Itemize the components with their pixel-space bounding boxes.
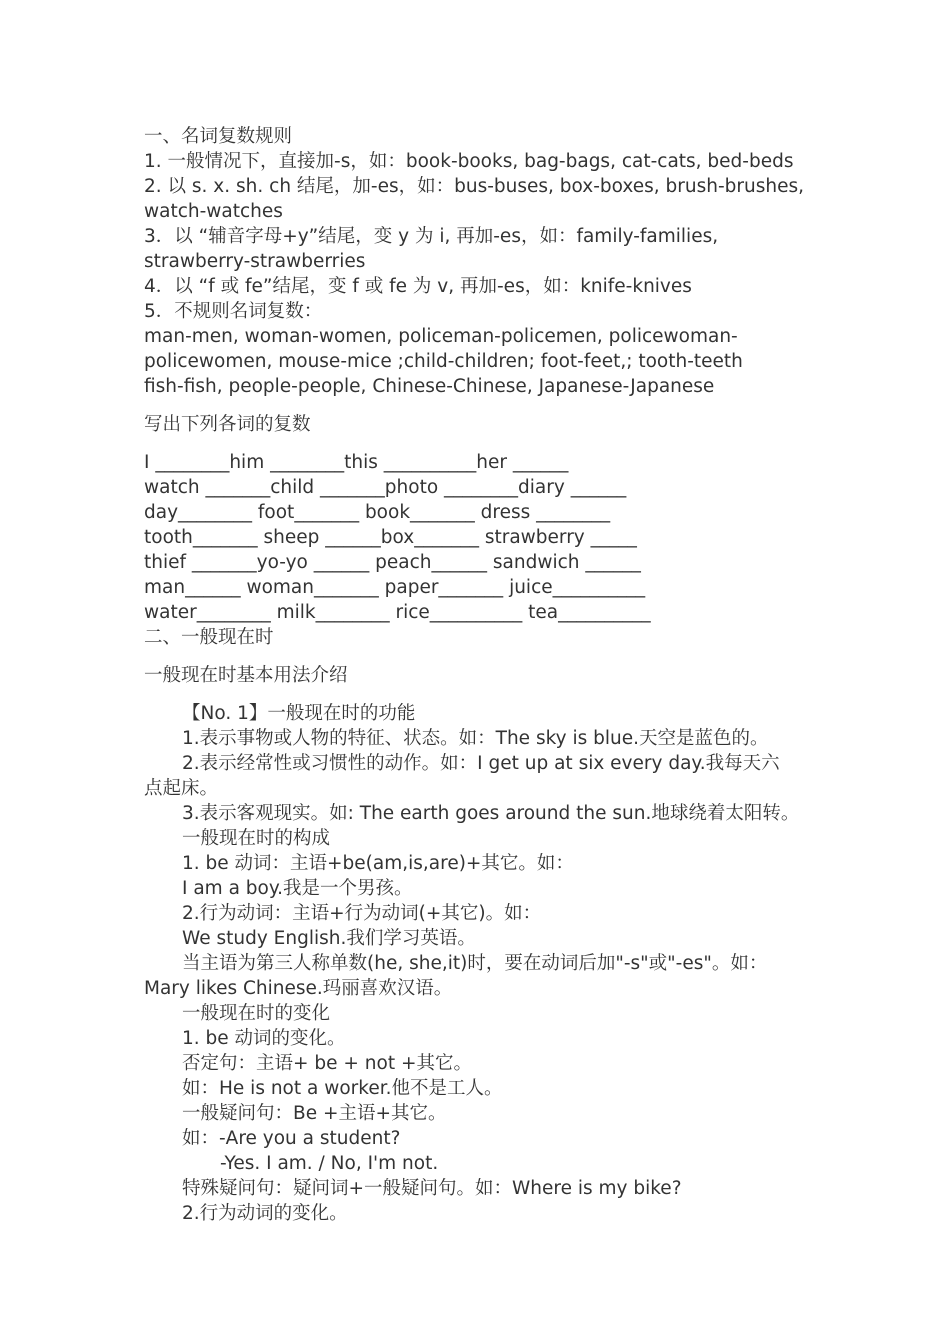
composition-line: 2.行为动词：主语+行为动词(+其它)。如：: [182, 903, 542, 924]
exercise-row: I ________him ________this __________her ______: [144, 452, 569, 473]
rule-line: fish-fish, people-people, Chinese-Chinese, Japanese-Japanese: [144, 376, 715, 397]
function-line: 点起床。: [144, 778, 219, 799]
rule-line: policewomen, mouse-mice ;child-children; foot-feet,; tooth-teeth: [144, 351, 743, 372]
exercise-row: day________ foot_______ book_______ dress ________: [144, 502, 611, 523]
function-line: 3.表示客观现实。如: The earth goes around the sun.地球绕着太阳转。: [182, 803, 800, 824]
example-line: We study English.我们学习英语。: [182, 928, 476, 949]
spacer: [144, 437, 834, 450]
rule-line: 2. 以 s. x. sh. ch 结尾，加-es，如：bus-buses, box-boxes, brush-brushes,: [144, 176, 805, 197]
rule-line: strawberry-strawberries: [144, 251, 366, 272]
no1-title: 【No. 1】一般现在时的功能: [182, 703, 416, 724]
spacer: [144, 688, 834, 701]
question-rule: 一般疑问句：Be +主语+其它。: [182, 1103, 447, 1124]
rule-line: 5．不规则名词复数：: [144, 301, 323, 322]
special-question-rule: 特殊疑问句：疑问词+一般疑问句。如：Where is my bike?: [182, 1178, 682, 1199]
change-title: 一般现在时的变化: [182, 1003, 331, 1024]
rule-line: 3．以 “辅音字母+y”结尾，变 y 为 i, 再加-es，如：family-families,: [144, 226, 719, 247]
spacer: [144, 399, 834, 412]
section2-heading: 二、一般现在时: [144, 627, 274, 648]
section2-intro: 一般现在时基本用法介绍: [144, 665, 348, 686]
example-line: 如：-Are you a student?: [182, 1128, 401, 1149]
rule-line: 1. 一般情况下，直接加-s，如：book-books, bag-bags, cat-cats, bed-beds: [144, 151, 794, 172]
example-line: Mary likes Chinese.玛丽喜欢汉语。: [144, 978, 453, 999]
document-page: [144, 124, 834, 1226]
change-line: 1. be 动词的变化。: [182, 1028, 346, 1049]
exercise-row: watch _______child _______photo ________diary ______: [144, 477, 627, 498]
exercise-row: water________ milk________ rice__________ tea__________: [144, 602, 651, 623]
third-person-note: 当主语为第三人称单数(he, she,it)时，要在动词后加"-s"或"-es"。如：: [182, 953, 768, 974]
composition-line: 1. be 动词：主语+be(am,is,are)+其它。如：: [182, 853, 574, 874]
example-line: -Yes. I am. / No, I'm not.: [220, 1153, 439, 1174]
composition-title: 一般现在时的构成: [182, 828, 331, 849]
change-line: 2.行为动词的变化。: [182, 1203, 348, 1224]
section1-heading: 一、名词复数规则: [144, 126, 293, 147]
rule-line: 4．以 “f 或 fe”结尾，变 f 或 fe 为 v, 再加-es，如：knife-knives: [144, 276, 692, 297]
rule-line: watch-watches: [144, 201, 283, 222]
rule-line: man-men, woman-women, policeman-policemen, policewoman-: [144, 326, 738, 347]
exercise-row: man______ woman_______ paper_______ juice__________: [144, 577, 646, 598]
negative-rule: 否定句：主语+ be + not +其它。: [182, 1053, 472, 1074]
example-line: 如：He is not a worker.他不是工人。: [182, 1078, 503, 1099]
exercise-row: thief _______yo-yo ______ peach______ sandwich ______: [144, 552, 641, 573]
exercise-row: tooth_______ sheep ______box_______ strawberry _____: [144, 527, 637, 548]
example-line: I am a boy.我是一个男孩。: [182, 878, 413, 899]
exercise-title: 写出下列各词的复数: [144, 414, 311, 435]
spacer: [144, 650, 834, 663]
function-line: 1.表示事物或人物的特征、状态。如：The sky is blue.天空是蓝色的。: [182, 728, 769, 749]
function-line: 2.表示经常性或习惯性的动作。如：I get up at six every day.我每天六: [182, 753, 780, 774]
